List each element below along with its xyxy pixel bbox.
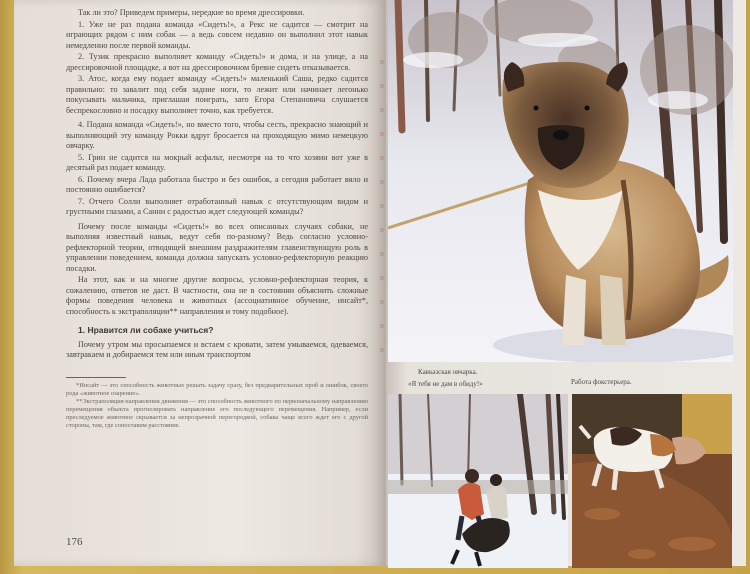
terrier-photo-caption: Работа фокстерьера. (571, 378, 632, 386)
footnote: **Экстраполяция направления движения — это способность животного по первоначальному направлению перемещения объекта прогнозировать направление его последующего перемещения. Например, если преследуемое животное скрывается за непрозрачной перегородкой, собака чаще всего ждет его с другой стороны, там, где сопоставим расстояние. (66, 397, 368, 429)
paragraph: Почему после команды «Сидеть!» во всех описанных случаях собаки, не выполняя известный навык, ведут себя по-разному? Ведь согласно условно-рефлекторной теории, отводящей внешним раздражителям главенствующую роль в управлении поведением, команда должна запускать условно-рефлекторную реакцию посадки. (66, 221, 368, 273)
paragraph: 5. Грин не садится на мокрый асфальт, несмотря на то что хозяин вот уже в десятый раз подает команду. (66, 152, 368, 172)
paragraph: 6. Почему вчера Лада работала быстро и без ошибок, а сегодня работает вяло и постоянно ошибается? (66, 174, 368, 194)
paragraph: Так ли это? Приведем примеры, нередкие во время дрессировки. (78, 8, 305, 17)
page-text (66, 8, 368, 430)
left-page (14, 0, 386, 566)
paragraph: 7. Отчего Солли выполняет отработанный навык с отсутствующим видом и грустными глазами, а Санни с радостью ждет следующей команды? (66, 196, 368, 216)
winter-photo-caption: «Я тебя не дам в обиду!» (408, 380, 483, 388)
terrier-photo (572, 394, 732, 568)
section-heading: 1. Нравится ли собаке учиться? (78, 325, 214, 335)
paragraph: Почему утром мы просыпаемся и встаем с кровати, затем умываемся, одеваемся, завтракаем и добираемся тем или иным транспортом (66, 339, 368, 359)
paragraph: 3. Атос, когда ему подает команду «Сидеть!» маленький Саша, редко садится правильно: то завалит под себя задние ноги, то лежит или начинает легонько покусывать мальчика, приглашая поиграть, зато Егора Степановича слушается беспрекословно и посадку выполняет точно, как требуется. (66, 74, 368, 115)
paragraph: 4. Подана команда «Сидеть!», но вместо того, чтобы сесть, прекрасно знающий и выполняющий эту команду Рокки вдруг бросается на проходящую мимо немецкую овчарку. (66, 120, 368, 150)
paragraph: На этот, как и на многие другие вопросы, условно-рефлекторная теория, к сожалению, ответов не даст. В частности, она не в состоянии объяснить сложные формы поведения человека и животных (ассоциативное обучение, инсайт*, способность к экстраполяции** направления и тому подобное). (66, 275, 368, 316)
paragraph: 2. Тузик прекрасно выполняет команду «Сидеть!» и дома, и на улице, а на дрессировочной площадке, а вот на дрессировочном бревне сидеть отказывается. (66, 52, 368, 72)
dog-photo (388, 0, 733, 362)
paragraph: 1. Уже не раз подана команда «Сидеть!», а Рекс не садится — смотрит на играющих рядом с ним собак — а ведь совсем недавно он выполнил этот навык немедленно после первой команды. (66, 19, 368, 50)
footnote-divider (66, 377, 126, 378)
dog-photo-caption: Кавказская овчарка. (418, 368, 478, 376)
binding-stitches (380, 40, 384, 370)
footnotes (66, 382, 368, 430)
page-number: 176 (66, 536, 83, 548)
winter-photo (388, 394, 568, 568)
footnote: *Инсайт — это способность животных решать задачу сразу, без предварительных проб и ошибок, своего рода «животное озарение». (66, 381, 368, 397)
